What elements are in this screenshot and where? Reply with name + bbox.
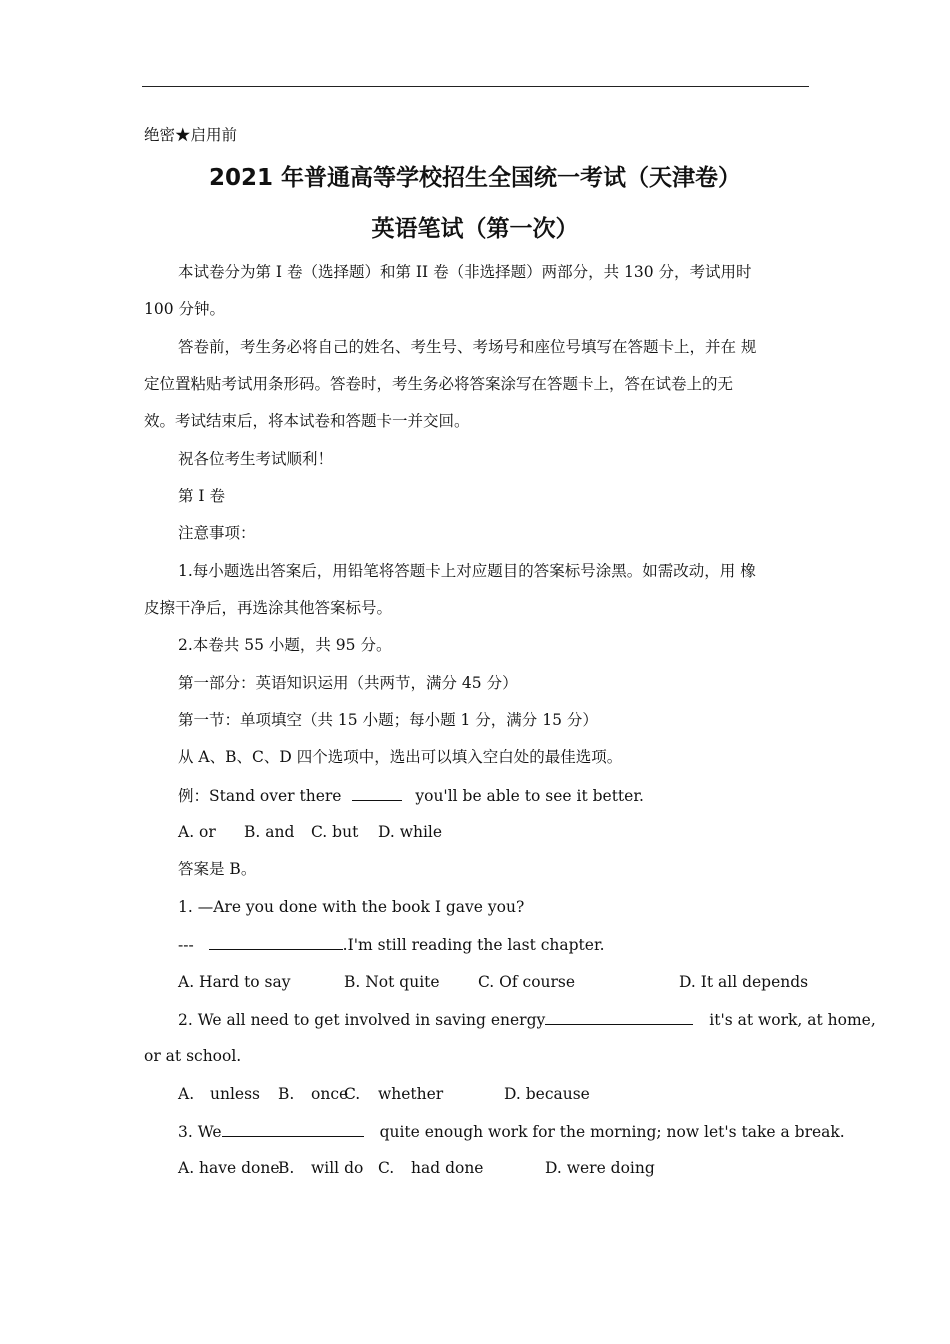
instruction-line: 从 A、B、C、D 四个选项中，选出可以填入空白处的最佳选项。 <box>178 748 623 766</box>
q2-option-b-letter: B. <box>278 1085 295 1103</box>
exam-subtitle: 英语笔试（第一次） <box>371 216 579 242</box>
exam-title: 2021 年普通高等学校招生全国统一考试（天津卷） <box>208 165 742 191</box>
note1-line2: 皮擦干净后，再选涂其他答案标号。 <box>144 599 393 617</box>
q2-option-a-text: unless <box>210 1085 261 1103</box>
example-stem-pre: 例：Stand over there <box>178 787 342 805</box>
q2-option-b-text: once <box>311 1085 349 1103</box>
q3-option-b-text: will do <box>311 1159 364 1177</box>
example-stem <box>178 785 644 806</box>
q2-stem <box>178 1009 876 1030</box>
good-luck-line: 祝各位考生考试顺利！ <box>178 450 334 468</box>
intro-para1-line1: 本试卷分为第 I 卷（选择题）和第 II 卷（非选择题）两部分，共 130 分，考试用时 <box>178 263 752 281</box>
q2-option-a-letter: A. <box>178 1085 195 1103</box>
answer-blank <box>222 1121 364 1137</box>
note1-line1: 1.每小题选出答案后，用铅笔将答题卡上对应题目的答案标号涂黑。如需改动，用 橡 <box>178 562 756 580</box>
q3-option-d: D. were doing <box>545 1159 655 1177</box>
q1-stem: 1. —Are you done with the book I gave you? <box>178 898 525 916</box>
q3-stem-post: quite enough work for the morning; now let's take a break. <box>379 1123 845 1141</box>
intro-para2-line1: 答卷前，考生务必将自己的姓名、考生号、考场号和座位号填写在答题卡上，并在 规 <box>178 338 757 356</box>
q3-option-c-text: had done <box>411 1159 484 1177</box>
volume-label: 第 I 卷 <box>178 487 225 505</box>
q1-option-b: B. Not quite <box>344 973 440 991</box>
q2-option-c-text: whether <box>378 1085 444 1103</box>
q1-dash: --- <box>178 936 194 954</box>
example-option-a: A. or <box>178 823 216 841</box>
q1-option-d: D. It all depends <box>679 973 809 991</box>
q3-option-a: A. have done <box>178 1159 280 1177</box>
q1-option-a: A. Hard to say <box>178 973 291 991</box>
header-rule <box>142 86 809 87</box>
example-answer: 答案是 B。 <box>178 860 257 878</box>
q2-stem-post: it's at work, at home, <box>709 1011 876 1029</box>
example-option-b: B. and <box>244 823 295 841</box>
q3-option-b-letter: B. <box>278 1159 295 1177</box>
q1-option-c: C. Of course <box>478 973 576 991</box>
q2-option-d: D. because <box>504 1085 590 1103</box>
q1-line2 <box>178 934 605 955</box>
answer-blank <box>352 785 402 801</box>
q3-stem-pre: 3. We <box>178 1123 222 1141</box>
subsection-title: 第一节：单项填空（共 15 小题；每小题 1 分，满分 15 分） <box>178 711 598 729</box>
example-stem-post: you'll be able to see it better. <box>415 787 644 805</box>
intro-para1-line2: 100 分钟。 <box>144 300 226 318</box>
q1-line2-post: .I'm still reading the last chapter. <box>342 936 605 954</box>
answer-blank <box>545 1009 693 1025</box>
q3-stem <box>178 1121 845 1142</box>
note2: 2.本卷共 55 小题，共 95 分。 <box>178 636 392 654</box>
notes-title: 注意事项： <box>178 524 256 542</box>
q3-option-c-letter: C. <box>378 1159 395 1177</box>
answer-blank <box>209 934 343 950</box>
section-title: 第一部分：英语知识运用（共两节，满分 45 分） <box>178 674 518 692</box>
secret-mark: 绝密★启用前 <box>144 126 238 144</box>
intro-para2-line3: 效。考试结束后，将本试卷和答题卡一并交回。 <box>144 412 470 430</box>
q2-stem-pre: 2. We all need to get involved in saving energy <box>178 1011 546 1029</box>
example-option-c: C. but <box>311 823 359 841</box>
intro-para2-line2: 定位置粘贴考试用条形码。答卷时，考生务必将答案涂写在答题卡上，答在试卷上的无 <box>144 375 734 393</box>
q2-option-c-letter: C. <box>344 1085 361 1103</box>
q2-line2: or at school. <box>144 1047 242 1065</box>
example-option-d: D. while <box>378 823 443 841</box>
